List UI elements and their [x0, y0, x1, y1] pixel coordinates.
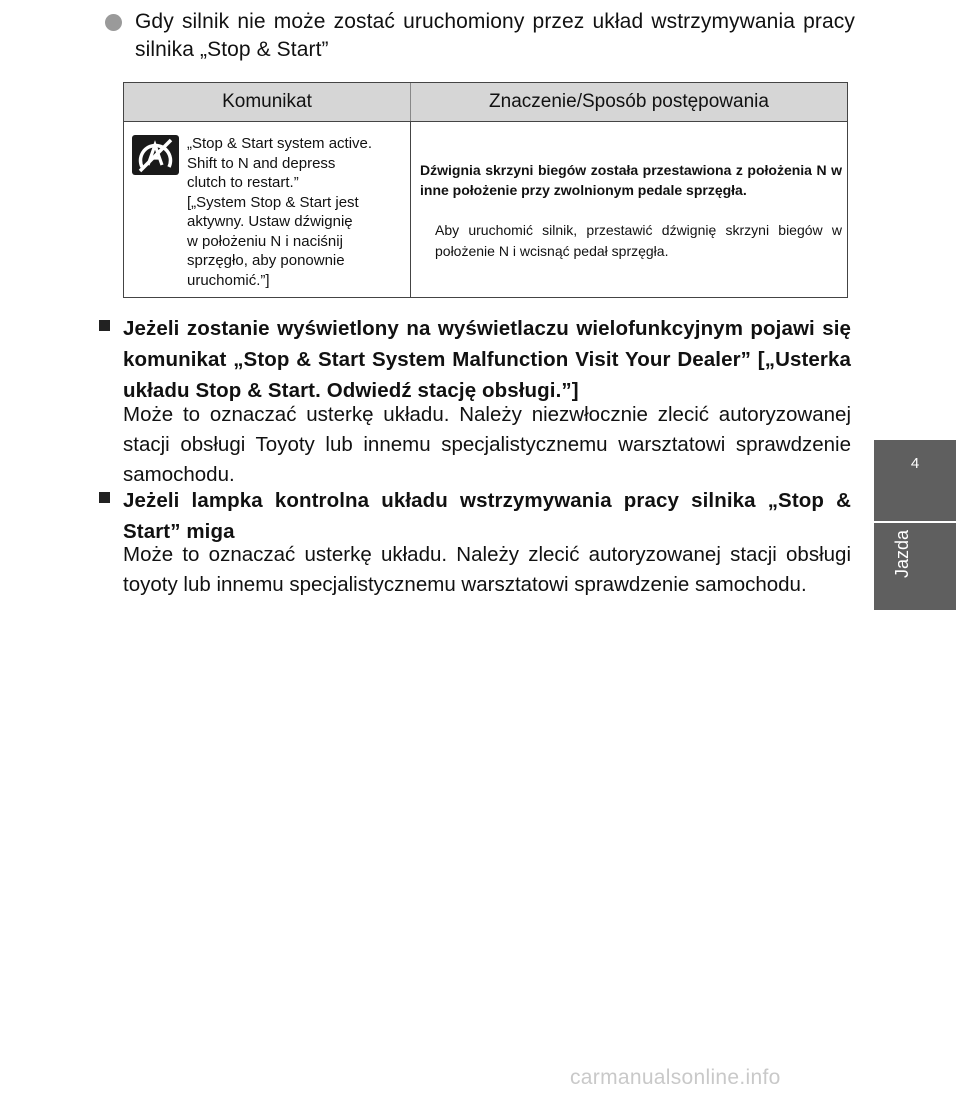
section-1-body: Może to oznaczać usterkę układu. Należy niezwłocznie zlecić autoryzowanej stacji obsługi Toyoty lub innemu specjalistycznemu warsztatowi sprawdzenie samochodu. — [123, 403, 851, 486]
section-square-icon — [99, 492, 110, 503]
column-divider — [410, 121, 411, 297]
meaning-action: Aby uruchomić silnik, przestawić dźwignię skrzyni biegów w położenie N i wcisnąć pedał sprzęgła. — [435, 222, 842, 259]
section-square-icon — [99, 320, 110, 331]
table-header — [124, 83, 847, 122]
chapter-tab-divider — [874, 521, 956, 523]
section-1-title: Jeżeli zostanie wyświetlony na wyświetlaczu wielofunkcyjnym pojawi się komunikat „Stop & Start System Malfunction Visit Your Dealer” [„Usterka układu Stop & Start. Odwiedź stację obsługi.”] — [123, 317, 851, 402]
section-2-title: Jeżeli lampka kontrolna układu wstrzymywania pracy silnika „Stop & Start” miga — [123, 489, 851, 543]
section-2-body: Może to oznaczać usterkę układu. Należy zlecić autoryzowanej stacji obsługi toyoty lub innemu specjalistycznemu warsztatowi sprawdzenie samochodu. — [123, 543, 851, 596]
header-komunikat: Komunikat — [124, 83, 411, 121]
meaning-title: Dźwignia skrzyni biegów została przestawiona z położenia N w inne położenie przy zwolnionym pedale sprzęgła. — [420, 162, 842, 198]
stop-start-indicator-icon — [132, 135, 179, 175]
message-table — [123, 82, 848, 298]
header-znaczenie: Znaczenie/Sposób postępowania — [489, 91, 769, 112]
chapter-number: 4 — [910, 455, 920, 472]
message-text: „Stop & Start system active. Shift to N and depress clutch to restart.” [„System Stop & Start jest aktywny. Ustaw dźwignię w położeniu N i naciśnij sprzęgło, aby ponownie uruchomić.”] — [187, 135, 373, 289]
bullet-text: Gdy silnik nie może zostać uruchomiony przez układ wstrzymywania pracy silnika „Stop & Start” — [135, 10, 855, 61]
chapter-label: Jazda — [892, 530, 912, 579]
watermark: carmanualsonline.info — [570, 1066, 781, 1089]
bullet-dot — [105, 14, 122, 31]
